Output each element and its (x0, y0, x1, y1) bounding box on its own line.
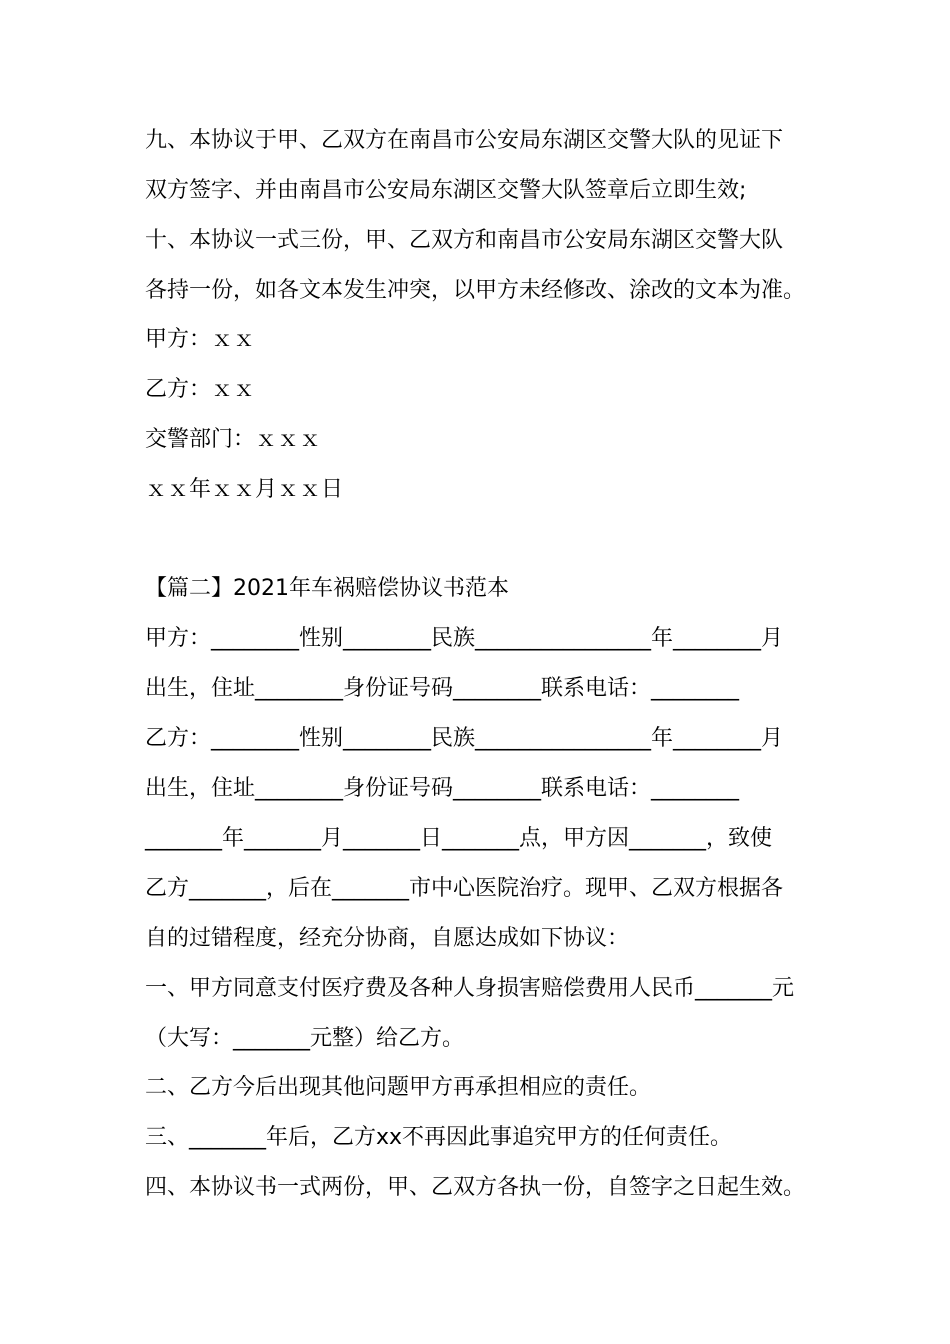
traffic-police-signature: 交警部门：ｘｘｘ (145, 427, 322, 452)
accident-description-line-3: 自的过错程度，经充分协商，自愿达成如下协议： (145, 926, 630, 951)
clause-one-line-1: 一、甲方同意支付医疗费及各种人身损害赔偿费用人民币_______元 (145, 976, 795, 1001)
party-b-info-line-1: 乙方：________性别________民族________________年________月 (145, 726, 784, 751)
signing-date: ｘｘ年ｘｘ月ｘｘ日 (145, 477, 344, 502)
section-two-heading: 【篇二】2021年车祸赔偿协议书范本 (145, 576, 509, 601)
clause-nine-line-1: 九、本协议于甲、乙双方在南昌市公安局东湖区交警大队的见证下 (145, 128, 784, 153)
party-b-info-line-2: 出生，住址________身份证号码________联系电话：________ (145, 776, 740, 801)
accident-description-line-2: 乙方_______，后在_______市中心医院治疗。现甲、乙双方根据各 (145, 876, 784, 901)
clause-ten-line-2: 各持一份，如各文本发生冲突，以甲方未经修改、涂改的文本为准。 (145, 278, 806, 303)
clause-ten-line-1: 十、本协议一式三份，甲、乙双方和南昌市公安局东湖区交警大队 (145, 228, 784, 253)
party-a-info-line-2: 出生，住址________身份证号码________联系电话：________ (145, 676, 740, 701)
clause-nine-line-2: 双方签字、并由南昌市公安局东湖区交警大队签章后立即生效; (145, 178, 747, 203)
accident-description-line-1: _______年_______月_______日_______点，甲方因_______，致使 (145, 826, 773, 851)
clause-one-line-2: （大写：_______元整）给乙方。 (145, 1026, 465, 1051)
clause-three: 三、_______年后，乙方xx不再因此事追究甲方的任何责任。 (145, 1125, 733, 1150)
party-a-signature: 甲方：ｘｘ (145, 327, 256, 352)
clause-two: 二、乙方今后出现其他问题甲方再承担相应的责任。 (145, 1075, 652, 1100)
party-a-info-line-1: 甲方：________性别________民族________________年________月 (145, 626, 784, 651)
clause-four: 四、本协议书一式两份，甲、乙双方各执一份，自签字之日起生效。 (145, 1175, 806, 1200)
party-b-signature: 乙方：ｘｘ (145, 377, 256, 402)
